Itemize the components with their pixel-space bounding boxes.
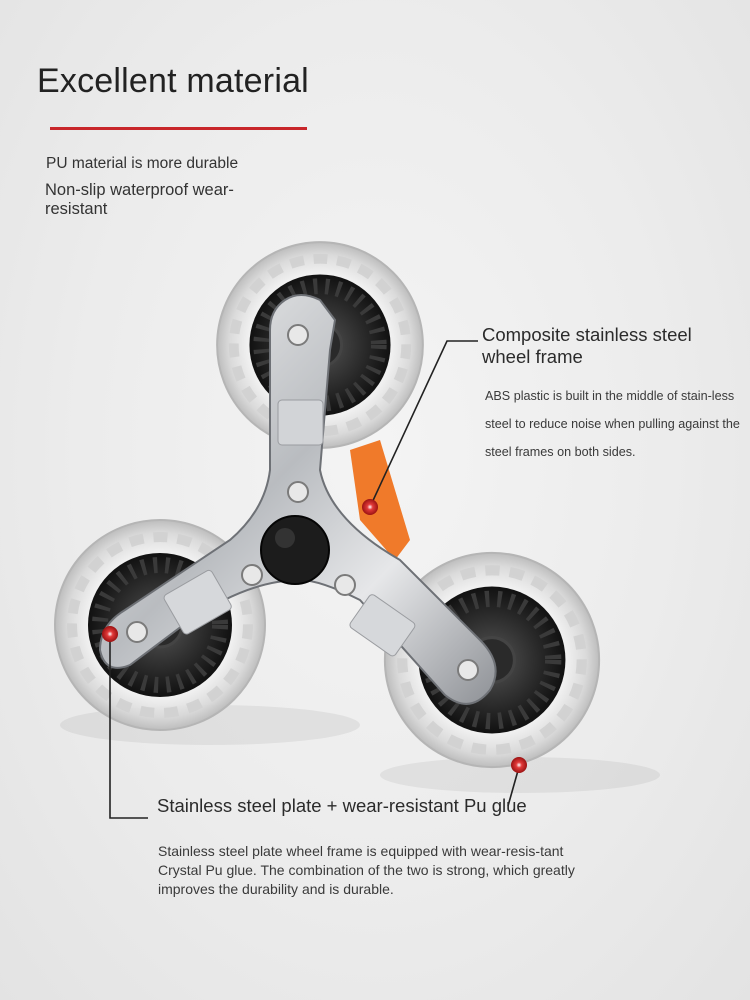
feature-durable: PU material is more durable <box>46 155 239 172</box>
plate-marker-dot <box>102 626 118 642</box>
plate-callout-body: Stainless steel plate wheel frame is equipped with wear-resis-tant Crystal Pu glue. The combination of the two is strong, which greatly improves the durability and is durable. <box>158 843 575 897</box>
frame-callout-body: ABS plastic is built in the middle of stain-less steel to reduce noise when pulling against the steel frames on both sides. <box>485 389 740 459</box>
feature-non-slip: Non-slip waterproof wear-resistant <box>45 181 234 218</box>
tire-marker-dot <box>511 757 527 773</box>
frame-callout-title: Composite stainless steel wheel frame <box>482 324 692 367</box>
page-title: Excellent material <box>37 62 309 100</box>
plate-callout-title: Stainless steel plate + wear-resistant Pu glue <box>157 795 527 816</box>
frame-marker-dot <box>362 499 378 515</box>
